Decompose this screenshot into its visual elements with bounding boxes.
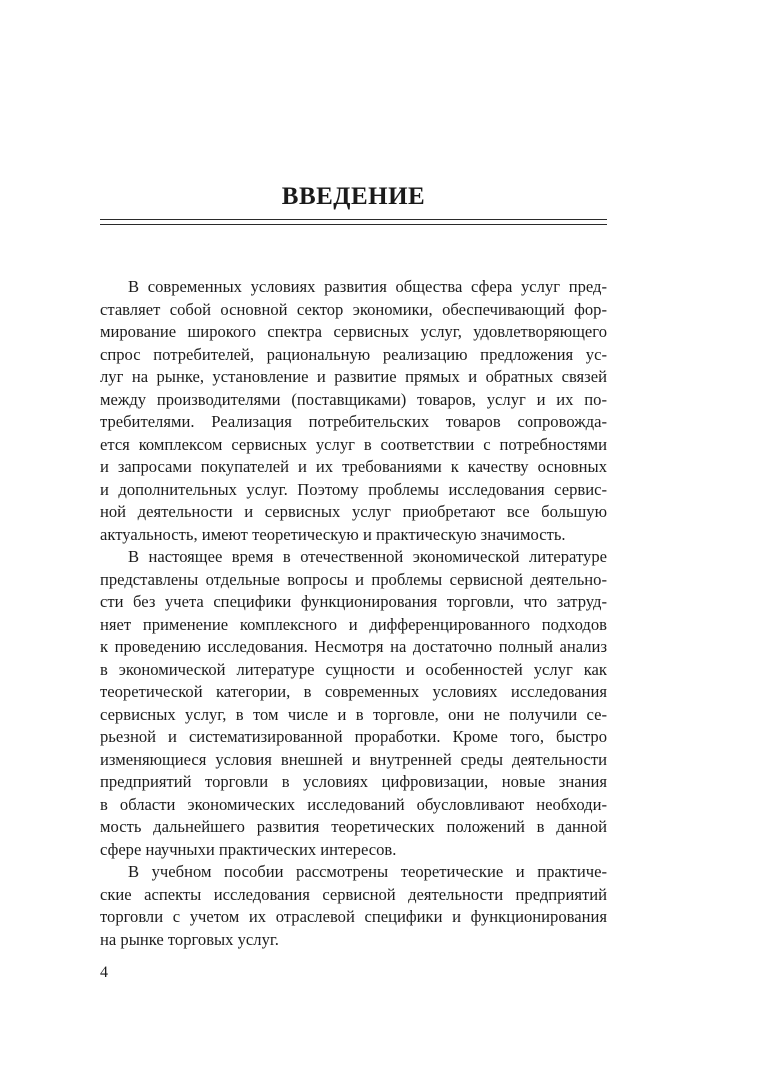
text-line: представлены отдельные вопросы и проблемы сервисной деятельно- — [100, 569, 607, 589]
text-line: на рынке торговых услуг. — [100, 929, 279, 949]
paragraph-3 — [100, 861, 607, 951]
text-line: луг на рынке, установление и развитие прямых и обратных связей — [100, 367, 607, 386]
text-line: в экономической литературе сущности и особенностей услуг как — [100, 659, 607, 679]
text-line: спрос потребителей, рациональную реализацию предложения ус- — [100, 344, 607, 364]
page-number: 4 — [100, 964, 108, 981]
text-line: сти без учета специфики функционирования торговли, что затруд- — [100, 592, 607, 611]
text-line: к проведению исследования. Несмотря на достаточно полный анализ — [100, 637, 607, 656]
text-line: ставляет собой основной сектор экономики, обеспечивающий фор- — [100, 299, 607, 319]
text-line: и дополнительных услуг. Поэтому проблемы исследования сервис- — [100, 479, 607, 499]
title-rule-top — [100, 219, 607, 220]
text-line: рьезной и систематизированной проработки. Кроме того, быстро — [100, 727, 607, 746]
text-line: ется комплексом сервисных услуг в соответствии с потребностями — [100, 434, 607, 454]
text-line: в области экономических исследований обусловливают необходи- — [100, 794, 607, 814]
text-line: ной деятельности и сервисных услуг приобретают все большую — [100, 502, 607, 521]
text-line: и запросами покупателей и их требованиями к качеству основных — [100, 457, 607, 476]
paragraph-1 — [100, 276, 607, 546]
text-line: торговли с учетом их отраслевой специфики и функционирования — [100, 907, 607, 926]
body-text — [100, 276, 607, 951]
text-line: мость дальнейшего развития теоретических положений в данной — [100, 817, 607, 836]
text-line: В учебном пособии рассмотрены теоретические и практиче- — [128, 862, 607, 881]
text-line: между производителями (поставщиками) товаров, услуг и их по- — [100, 389, 607, 409]
text-line: мирование широкого спектра сервисных услуг, удовлетворяющего — [100, 322, 607, 341]
chapter-title: ВВЕДЕНИЕ — [281, 183, 426, 210]
text-line: изменяющиеся условия внешней и внутренней среды деятельности — [100, 749, 607, 769]
paragraph-2 — [100, 546, 607, 861]
text-line: В настоящее время в отечественной экономической литературе — [128, 547, 607, 566]
text-line: требителями. Реализация потребительских товаров сопровожда- — [100, 412, 607, 431]
text-line: сервисных услуг, в том числе и в торговле, они не получили се- — [100, 704, 607, 724]
text-line: сфере научныхи практических интересов. — [100, 839, 397, 859]
text-line: В современных условиях развития общества сфера услуг пред- — [128, 277, 607, 296]
text-line: предприятий торговли в условиях цифровизации, новые знания — [100, 772, 607, 791]
text-line: актуальность, имеют теоретическую и практическую значимость. — [100, 524, 566, 544]
text-line: ские аспекты исследования сервисной деятельности предприятий — [100, 884, 607, 904]
text-line: няет применение комплексного и дифференцированного подходов — [100, 614, 607, 634]
title-rule-bottom — [100, 224, 607, 225]
text-line: теоретической категории, в современных условиях исследования — [100, 682, 607, 701]
